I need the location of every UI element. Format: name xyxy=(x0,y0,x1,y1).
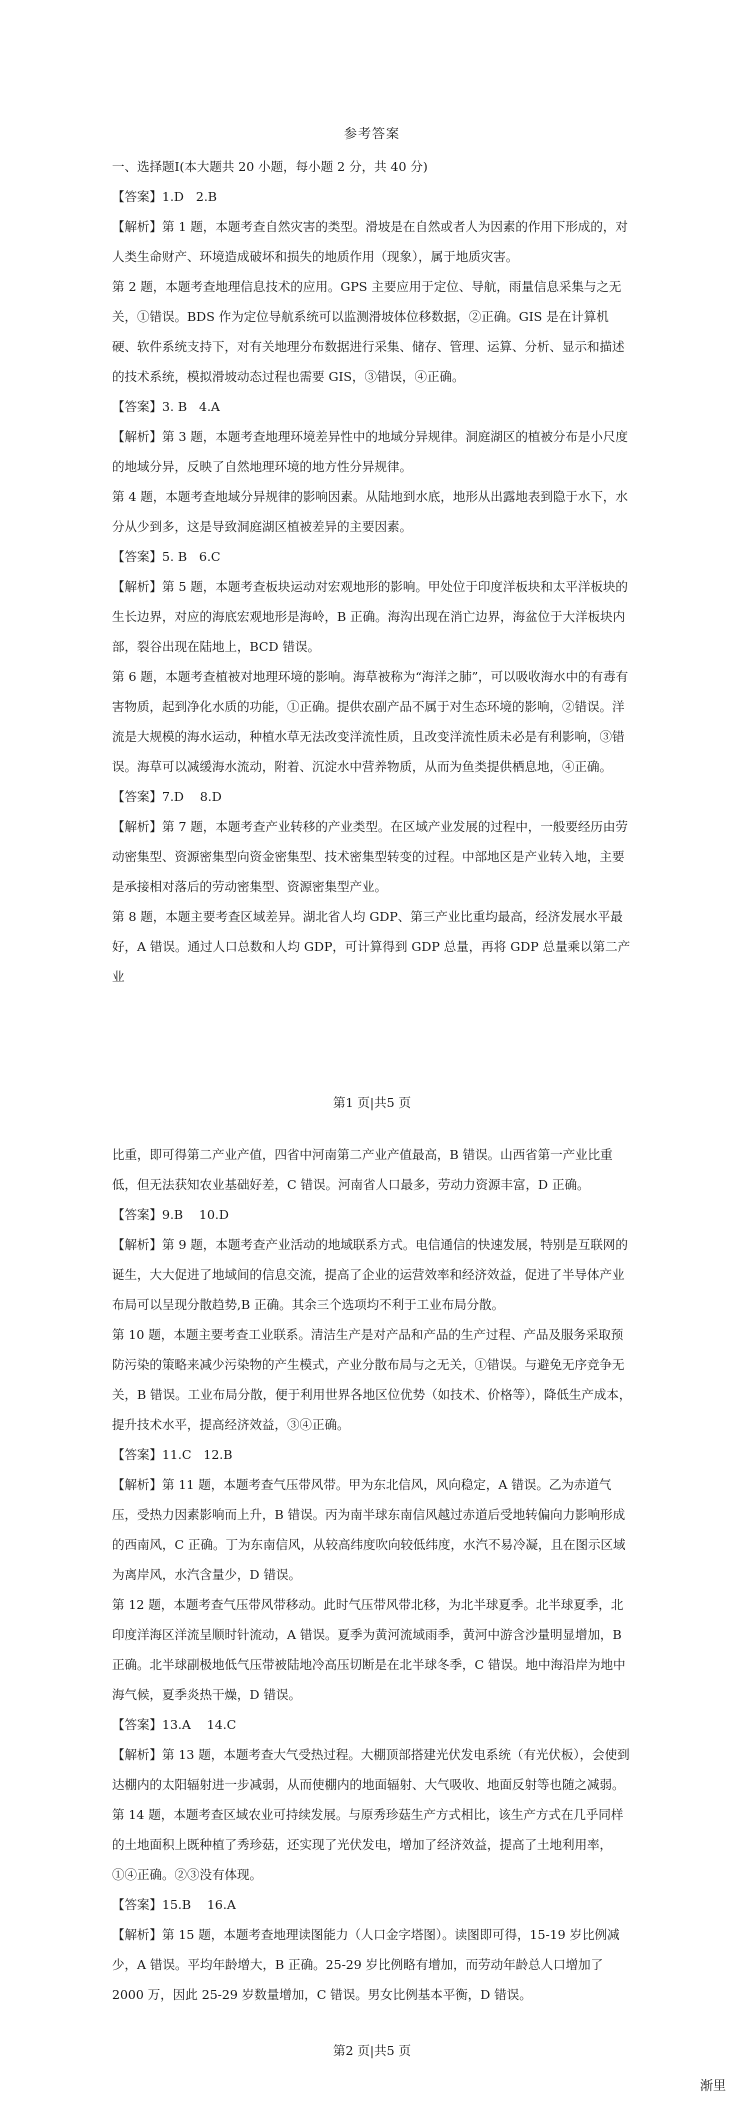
answer-line: 【答案】15.B 16.A xyxy=(112,1897,236,1912)
analysis-paragraph: 第 14 题，本题考查区域农业可持续发展。与原秀珍菇生产方式相比，该生产方式在几乎同样的土地面积上既种植了秀珍菇，还实现了光伏发电，增加了经济效益，提高了土地利用率，①④正确。②③没有体现。 xyxy=(112,1807,624,1882)
page-1-content xyxy=(0,120,632,992)
doc-title: 参考答案 xyxy=(343,127,400,142)
analysis-paragraph: 【解析】第 13 题，本题考查大气受热过程。大棚顶部搭建光伏发电系统（有光伏板），会使到达棚内的太阳辐射进一步减弱，从而使棚内的地面辐射、大气吸收、地面反射等也随之减弱。 xyxy=(112,1747,630,1792)
analysis-paragraph: 比重，即可得第二产业产值，四省中河南第二产业产值最高，B 错误。山西省第一产业比重低，但无法获知农业基础好差，C 错误。河南省人口最多，劳动力资源丰富，D 正确。 xyxy=(112,1147,613,1192)
analysis-paragraph: 【解析】第 1 题，本题考查自然灾害的类型。滑坡是在自然或者人为因素的作用下形成的，对人类生命财产、环境造成破坏和损失的地质作用（现象），属于地质灾害。 xyxy=(112,219,628,264)
corner-mark: 渐里 xyxy=(699,2079,726,2094)
analysis-paragraph: 【解析】第 3 题，本题考查地理环境差异性中的地域分异规律。洞庭湖区的植被分布是小尺度的地域分异，反映了自然地理环境的地方性分异规律。 xyxy=(112,429,628,474)
analysis-paragraph: 【解析】第 7 题，本题考查产业转移的产业类型。在区域产业发展的过程中，一般要经历由劳动密集型、资源密集型向资金密集型、技术密集型转变的过程。中部地区是产业转入地，主要是承接相对落后的劳动密集型、资源密集型产业。 xyxy=(112,819,628,894)
answer-line: 【答案】5. B 6.C xyxy=(112,549,221,564)
analysis-paragraph: 第 4 题，本题考查地域分异规律的影响因素。从陆地到水底，地形从出露地表到隐于水下，水分从少到多，这是导致洞庭湖区植被差异的主要因素。 xyxy=(112,489,628,534)
answer-line: 【答案】11.C 12.B xyxy=(112,1447,233,1462)
analysis-paragraph: 【解析】第 15 题，本题考查地理读图能力（人口金字塔图）。读图即可得，15-19 岁比例减少，A 错误。平均年龄增大，B 正确。25-29 岁比例略有增加，而劳动年龄总人口增加了 2000 万，因此 25-29 岁数量增加，C 错误。男女比例基本平衡，D 错误。 xyxy=(112,1927,620,2002)
page-1 xyxy=(0,120,744,1110)
section-heading: 一、选择题Ⅰ(本大题共 20 小题，每小题 2 分，共 40 分) xyxy=(112,159,428,174)
answer-line: 【答案】13.A 14.C xyxy=(112,1717,237,1732)
analysis-paragraph: 【解析】第 9 题，本题考查产业活动的地域联系方式。电信通信的快速发展，特别是互联网的诞生，大大促进了地域间的信息交流，提高了企业的运营效率和经济效益，促进了半导体产业布局可以呈现分散趋势,B 正确。其余三个选项均不利于工业布局分散。 xyxy=(112,1237,628,1312)
analysis-paragraph: 第 6 题，本题考查植被对地理环境的影响。海草被称为“海洋之肺”，可以吸收海水中的有毒有害物质，起到净化水质的功能，①正确。提供农副产品不属于对生态环境的影响，②错误。洋流是大规模的海水运动，种植水草无法改变洋流性质，且改变洋流性质未必是有利影响，③错误。海草可以减缓海水流动，附着、沉淀水中营养物质，从而为鱼类提供栖息地，④正确。 xyxy=(112,669,629,774)
analysis-paragraph: 第 12 题，本题考查气压带风带移动。此时气压带风带北移，为北半球夏季。北半球夏季，北印度洋海区洋流呈顺时针流动，A 错误。夏季为黄河流域雨季，黄河中游含沙量明显增加，B 正确。北半球副极地低气压带被陆地冷高压切断是在北半球冬季，C 错误。地中海沿岸为地中海气候，夏季炎热干燥，D 错误。 xyxy=(112,1597,626,1702)
analysis-paragraph: 第 2 题，本题考查地理信息技术的应用。GPS 主要应用于定位、导航，雨量信息采集与之无关，①错误。BDS 作为定位导航系统可以监测滑坡体位移数据，②正确。GIS 是在计算机硬、软件系统支持下，对有关地理分布数据进行采集、储存、管理、运算、分析、显示和描述的技术系统，模拟滑坡动态过程也需要 GIS，③错误，④正确。 xyxy=(112,279,625,384)
analysis-paragraph: 【解析】第 5 题，本题考查板块运动对宏观地形的影响。甲处位于印度洋板块和太平洋板块的生长边界，对应的海底宏观地形是海岭，B 正确。海沟出现在消亡边界，海盆位于大洋板块内部，裂谷出现在陆地上，BCD 错误。 xyxy=(112,579,628,654)
page-footer: 第1 页|共5 页 xyxy=(332,1095,412,1110)
page-footer: 第2 页|共5 页 xyxy=(332,2043,412,2058)
page-2-content xyxy=(0,1140,632,2010)
analysis-paragraph: 第 8 题，本题主要考查区域差异。湖北省人均 GDP、第三产业比重均最高，经济发展水平最好，A 错误。通过人口总数和人均 GDP，可计算得到 GDP 总量，再将 GDP 总量乘以第二产业 xyxy=(112,909,631,984)
analysis-paragraph: 第 10 题，本题主要考查工业联系。清洁生产是对产品和产品的生产过程、产品及服务采取预防污染的策略来减少污染物的产生模式，产业分散布局与之无关，①错误。与避免无序竞争无关，B 错误。工业布局分散，便于利用世界各地区位优势（如技术、价格等），降低生产成本，提升技术水平，提高经济效益，③④正确。 xyxy=(112,1327,632,1432)
page-2 xyxy=(0,1140,744,2058)
analysis-paragraph: 【解析】第 11 题，本题考查气压带风带。甲为东北信风，风向稳定，A 错误。乙为赤道气压，受热力因素影响而上升，B 错误。丙为南半球东南信风越过赤道后受地转偏向力影响形成的西南风，C 正确。丁为东南信风，从较高纬度吹向较低纬度，水汽不易冷凝，且在图示区域为离岸风，水汽含量少，D 错误。 xyxy=(112,1477,626,1582)
answer-line: 【答案】1.D 2.B xyxy=(112,189,217,204)
answer-line: 【答案】3. B 4.A xyxy=(112,399,220,414)
answer-line: 【答案】7.D 8.D xyxy=(112,789,222,804)
answer-line: 【答案】9.B 10.D xyxy=(112,1207,229,1222)
